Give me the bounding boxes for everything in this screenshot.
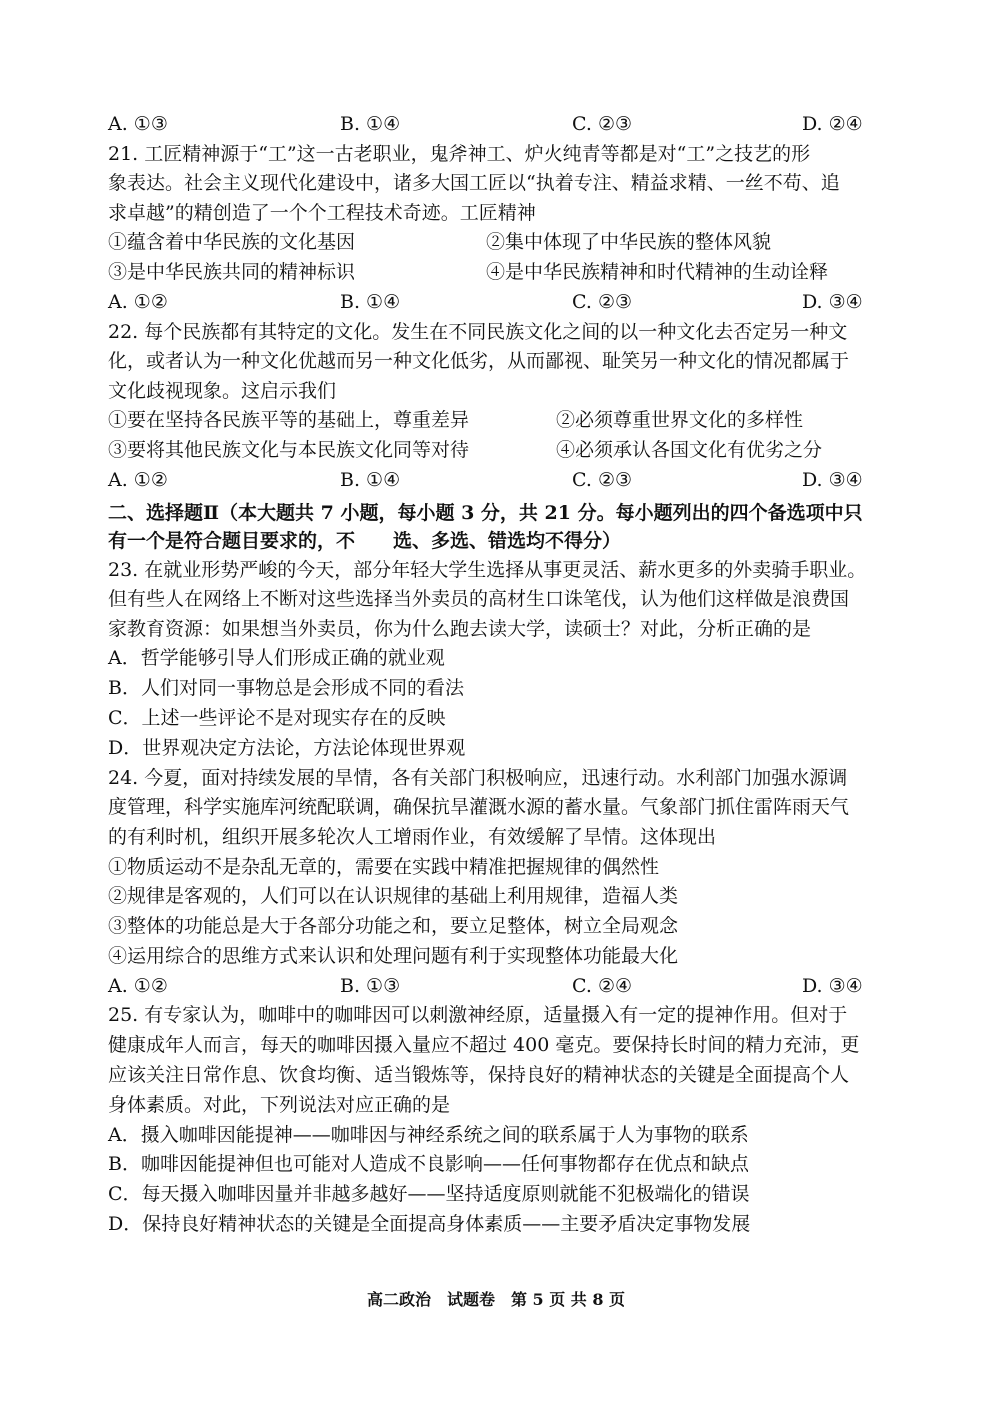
q25-stem-line: 应该关注日常作息、饮食均衡、适当锻炼等，保持良好的精神状态的关键是全面提高个人 — [108, 1064, 850, 1086]
q20-option-c: C. ②③ — [572, 113, 633, 135]
q22-options — [108, 468, 888, 492]
q24-options — [108, 974, 888, 998]
q21-item-4: ④是中华民族精神和时代精神的生动诠释 — [486, 261, 829, 283]
q21-option-a: A. ①② — [108, 291, 168, 313]
q22-option-b: B. ①④ — [340, 469, 401, 491]
q21-item-1: ①蕴含着中华民族的文化基因 — [108, 231, 356, 253]
q24-item-2: ②规律是客观的，人们可以在认识规律的基础上利用规律，造福人类 — [108, 885, 679, 907]
page-footer: 高二政治 试题卷 第 5 页 共 8 页 — [366, 1290, 626, 1309]
section-heading: 有一个是符合题目要求的，不 选、多选、错选均不得分） — [108, 530, 622, 552]
q22-stem-line: 文化歧视现象。这启示我们 — [108, 380, 337, 402]
q22-items-row — [108, 438, 888, 462]
q24-stem-line: 24. 今夏，面对持续发展的旱情，各有关部门积极响应，迅速行动。水利部门加强水源调 — [108, 767, 848, 789]
q22-items-row — [108, 408, 888, 432]
q25-option-d: D．保持良好精神状态的关键是全面提高身体素质——主要矛盾决定事物发展 — [108, 1213, 751, 1235]
q21-item-2: ②集中体现了中华民族的整体风貌 — [486, 231, 772, 253]
q24-option-d: D. ③④ — [802, 975, 863, 997]
q21-items-row — [108, 260, 888, 284]
q25-option-c: C．每天摄入咖啡因量并非越多越好——坚持适度原则就能不犯极端化的错误 — [108, 1183, 750, 1205]
q23-option-b: B．人们对同一事物总是会形成不同的看法 — [108, 677, 464, 699]
q24-option-b: B. ①③ — [340, 975, 401, 997]
q21-items-row — [108, 230, 888, 254]
q24-stem-line: 度管理，科学实施库河统配联调，确保抗旱灌溉水源的蓄水量。气象部门抓住雷阵雨天气 — [108, 796, 850, 818]
q23-stem-line: 家教育资源：如果想当外卖员，你为什么跑去读大学，读硕士？对此，分析正确的是 — [108, 618, 812, 640]
q21-stem-line: 求卓越”的精创造了一个个工程技术奇迹。工匠精神 — [108, 202, 536, 224]
q21-option-c: C. ②③ — [572, 291, 633, 313]
q25-stem-line: 身体素质。对此，下列说法对应正确的是 — [108, 1094, 451, 1116]
q25-stem-line: 健康成年人而言，每天的咖啡因摄入量应不超过 400 毫克。要保持长时间的精力充沛，更 — [108, 1034, 860, 1056]
q22-item-4: ④必须承认各国文化有优劣之分 — [556, 439, 823, 461]
q24-option-c: C. ②④ — [572, 975, 633, 997]
q21-stem-line: 象表达。社会主义现代化建设中，诸多大国工匠以“执着专注、精益求精、一丝不苟、追 — [108, 172, 840, 194]
q23-option-c: C．上述一些评论不是对现实存在的反映 — [108, 707, 446, 729]
q25-option-a: A．摄入咖啡因能提神——咖啡因与神经系统之间的联系属于人为事物的联系 — [108, 1124, 749, 1146]
q22-item-1: ①要在坚持各民族平等的基础上，尊重差异 — [108, 409, 470, 431]
q24-item-4: ④运用综合的思维方式来认识和处理问题有利于实现整体功能最大化 — [108, 945, 679, 967]
q20-option-b: B. ①④ — [340, 113, 401, 135]
q25-option-b: B．咖啡因能提神但也可能对人造成不良影响——任何事物都存在优点和缺点 — [108, 1153, 749, 1175]
q22-stem-line: 化，或者认为一种文化优越而另一种文化低劣，从而鄙视、耻笑另一种文化的情况都属于 — [108, 350, 850, 372]
q22-item-2: ②必须尊重世界文化的多样性 — [556, 409, 804, 431]
q21-option-b: B. ①④ — [340, 291, 401, 313]
q22-stem-line: 22. 每个民族都有其特定的文化。发生在不同民族文化之间的以一种文化去否定另一种文 — [108, 321, 848, 343]
q20-options — [108, 112, 888, 136]
q23-stem-line: 但有些人在网络上不断对这些选择当外卖员的高材生口诛笔伐，认为他们这样做是浪费国 — [108, 588, 850, 610]
q22-option-a: A. ①② — [108, 469, 168, 491]
q20-option-d: D. ②④ — [802, 113, 863, 135]
q24-option-a: A. ①② — [108, 975, 168, 997]
q24-item-1: ①物质运动不是杂乱无章的，需要在实践中精准把握规律的偶然性 — [108, 856, 660, 878]
q24-stem-line: 的有利时机，组织开展多轮次人工增雨作业，有效缓解了旱情。这体现出 — [108, 826, 717, 848]
section-heading: 二、选择题Ⅱ（本大题共 7 小题，每小题 3 分，共 21 分。每小题列出的四个备选项中只 — [108, 502, 863, 524]
q22-option-c: C. ②③ — [572, 469, 633, 491]
q22-option-d: D. ③④ — [802, 469, 863, 491]
q22-item-3: ③要将其他民族文化与本民族文化同等对待 — [108, 439, 470, 461]
q21-option-d: D. ③④ — [802, 291, 863, 313]
q21-item-3: ③是中华民族共同的精神标识 — [108, 261, 356, 283]
q20-option-a: A. ①③ — [108, 113, 168, 135]
q23-stem-line: 23. 在就业形势严峻的今天，部分年轻大学生选择从事更灵活、薪水更多的外卖骑手职业。 — [108, 559, 867, 581]
q23-option-d: D．世界观决定方法论，方法论体现世界观 — [108, 737, 466, 759]
q21-stem-line: 21. 工匠精神源于“工”这一古老职业，鬼斧神工、炉火纯青等都是对“工”之技艺的形 — [108, 143, 811, 165]
q25-stem-line: 25. 有专家认为，咖啡中的咖啡因可以刺激神经原，适量摄入有一定的提神作用。但对于 — [108, 1004, 848, 1026]
q21-options — [108, 290, 888, 314]
q23-option-a: A．哲学能够引导人们形成正确的就业观 — [108, 647, 445, 669]
q24-item-3: ③整体的功能总是大于各部分功能之和，要立足整体，树立全局观念 — [108, 915, 679, 937]
